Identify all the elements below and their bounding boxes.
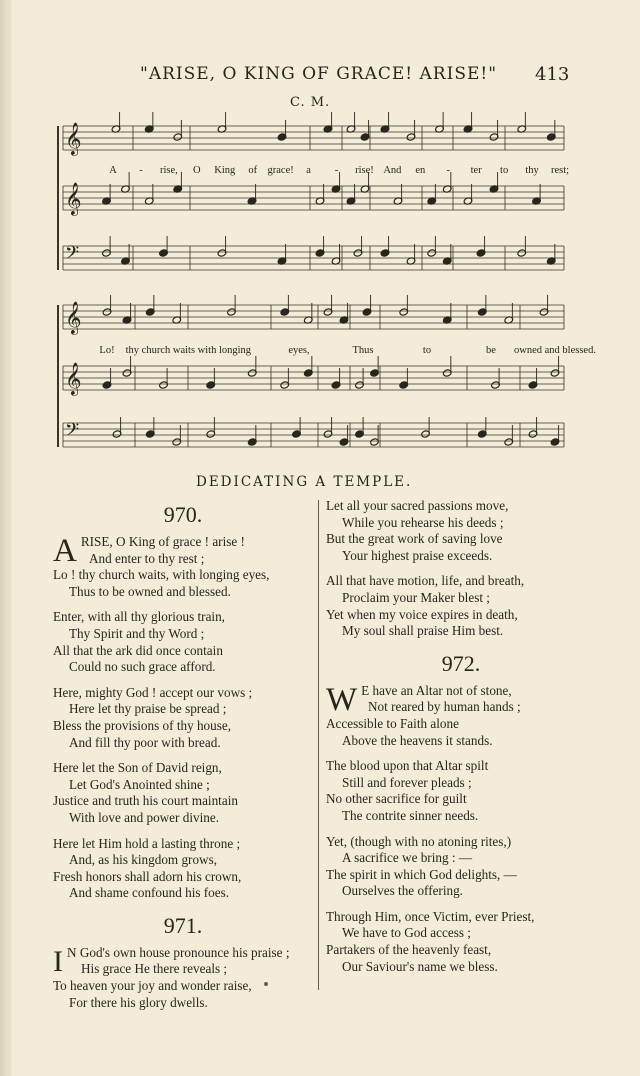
lyric-syllable: O [193, 165, 201, 176]
verse-line: RISE, O King of grace ! arise ! [80, 534, 245, 549]
lyric-syllable: rise, [159, 165, 178, 176]
stanza [53, 836, 313, 902]
lyric-syllable: thy church waits with [125, 345, 217, 356]
verse-line: Could no such grace afford. [69, 659, 216, 675]
verse-line: N God's own house pronounce his praise ; [67, 944, 290, 960]
ink-dot [264, 982, 268, 986]
running-title: "ARISE, O KING OF GRACE! ARISE!" [140, 64, 498, 84]
verse-line: And, as his kingdom grows, [69, 852, 217, 868]
verse-line: Enter, with all thy glorious train, [53, 609, 225, 625]
verse-line: Lo ! thy church waits, with longing eyes, [53, 567, 270, 583]
verse-line: The spirit in which God delights, — [326, 866, 517, 882]
lyric-syllable: eyes, [288, 345, 310, 356]
lyric-syllable: a [306, 165, 311, 176]
verse-line: Proclaim your Maker blest ; [342, 589, 490, 605]
verse-line: Let God's Anointed shine ; [69, 776, 210, 792]
lyric-syllable: to [422, 345, 432, 356]
verse-line: Through Him, once Victim, ever Priest, [326, 908, 535, 924]
verse-line: Partakers of the heavenly feast, [326, 942, 492, 958]
verse-line: For there his glory dwells. [69, 994, 208, 1010]
stanza [53, 945, 313, 1011]
right-column [326, 498, 596, 984]
verse-line: Ourselves the offering. [342, 883, 463, 899]
lyric-syllable: longing [218, 345, 252, 356]
verse-line: Accessible to Faith alone [326, 715, 459, 731]
verse-line: Here let Him hold a lasting throne ; [53, 835, 241, 851]
stanza [53, 609, 313, 675]
verse-line: The blood upon that Altar spilt [326, 758, 489, 774]
lyric-syllable: Thus [352, 345, 374, 356]
column-divider [318, 500, 319, 990]
page-edge [0, 0, 12, 1076]
lyric-syllable: be [486, 345, 496, 356]
verse-line: Not reared by human hands ; [368, 699, 521, 715]
verse-line: No other sacrifice for guilt [326, 791, 467, 807]
page-number: 413 [535, 64, 570, 85]
verse-line: With love and power divine. [69, 809, 219, 825]
verse-line: And shame confound his foes. [69, 885, 230, 901]
lyric-syllable: en [415, 165, 426, 176]
treble-clef: 𝄞 [65, 182, 82, 215]
music-score [55, 118, 596, 458]
verse-line: Yet, (though with no atoning rites,) [326, 833, 512, 849]
stanza [326, 909, 596, 975]
verse-line: His grace He there reveals ; [81, 961, 228, 977]
verse-line: And enter to thy rest ; [89, 550, 205, 566]
treble-clef: 𝄞 [65, 301, 82, 334]
lyric-syllable: ter [470, 165, 482, 176]
stanza [326, 498, 596, 564]
hymn-number: 970. [163, 502, 203, 527]
meter-label: C. M. [290, 95, 331, 110]
verse-line: Thus to be owned and blessed. [69, 583, 231, 599]
treble-clef: 𝄞 [65, 362, 82, 395]
lyric-syllable: grace! [267, 165, 294, 176]
verse-line: Above the heavens it stands. [342, 732, 493, 748]
lyric-syllable: And [383, 165, 402, 176]
verse-line: Here, mighty God ! accept our vows ; [53, 684, 253, 700]
lyric-syllable: rise! [355, 165, 374, 176]
stanza [326, 834, 596, 900]
verse-line: Justice and truth his court maintain [53, 793, 238, 809]
verse-line: Bless the provisions of thy house, [53, 717, 232, 733]
left-column [53, 496, 313, 1020]
hymn-number: 972. [441, 650, 481, 676]
hymn-number: 971. [163, 912, 203, 938]
verse-line: My soul shall praise Him best. [342, 623, 504, 639]
verse-line: E have an Altar not of stone, [361, 682, 512, 698]
lyric-syllable: A [109, 165, 117, 176]
verse-line: Thy Spirit and thy Word ; [69, 625, 205, 641]
drop-cap: W [326, 681, 358, 718]
verse-line: To heaven your joy and wonder raise, [53, 978, 252, 994]
stanza [53, 760, 313, 826]
verse-line: And fill thy poor with bread. [69, 734, 221, 750]
stanza [326, 573, 596, 639]
section-title: DEDICATING A TEMPLE. [196, 474, 413, 490]
drop-cap: A [53, 533, 77, 569]
verse-line: Yet when my voice expires in death, [326, 606, 518, 622]
lyric-syllable: thy [525, 165, 539, 176]
verse-line: Fresh honors shall adorn his crown, [53, 868, 242, 884]
stanza [53, 685, 313, 751]
lyric-syllable: Lo! [99, 345, 115, 356]
bass-clef: 𝄢 [65, 243, 80, 268]
drop-cap: I [53, 944, 63, 978]
lyric-syllable: King [214, 165, 236, 176]
stanza [53, 534, 313, 600]
lyric-syllable: owned and blessed. [514, 345, 596, 356]
verse-line: But the great work of saving love [326, 531, 503, 547]
lyric-syllable: of [248, 165, 258, 176]
stanza [326, 758, 596, 824]
stanza [326, 683, 596, 749]
lyric-syllable: - [139, 165, 143, 176]
verse-line: We have to God access ; [342, 925, 471, 941]
verse-line: Let all your sacred passions move, [326, 498, 509, 513]
lyric-syllable: rest; [550, 165, 570, 176]
bass-clef: 𝄢 [65, 420, 80, 445]
verse-line: Here let the Son of David reign, [53, 760, 222, 776]
treble-clef: 𝄞 [65, 122, 82, 155]
page-header [0, 64, 640, 88]
lyric-syllable: - [446, 165, 450, 176]
verse-line: All that have motion, life, and breath, [326, 573, 525, 589]
verse-line: All that the ark did once contain [53, 642, 223, 658]
verse-line: A sacrifice we bring : — [342, 850, 473, 866]
verse-line: Our Saviour's name we bless. [342, 958, 498, 974]
verse-line: The contrite sinner needs. [342, 807, 479, 823]
lyric-syllable: - [334, 165, 339, 176]
verse-line: Still and forever pleads ; [342, 774, 472, 790]
verse-line: Your highest praise exceeds. [342, 547, 493, 563]
verse-line: While you rehearse his deeds ; [342, 514, 504, 530]
verse-line: Here let thy praise be spread ; [69, 701, 227, 717]
lyric-syllable: to [500, 165, 509, 176]
